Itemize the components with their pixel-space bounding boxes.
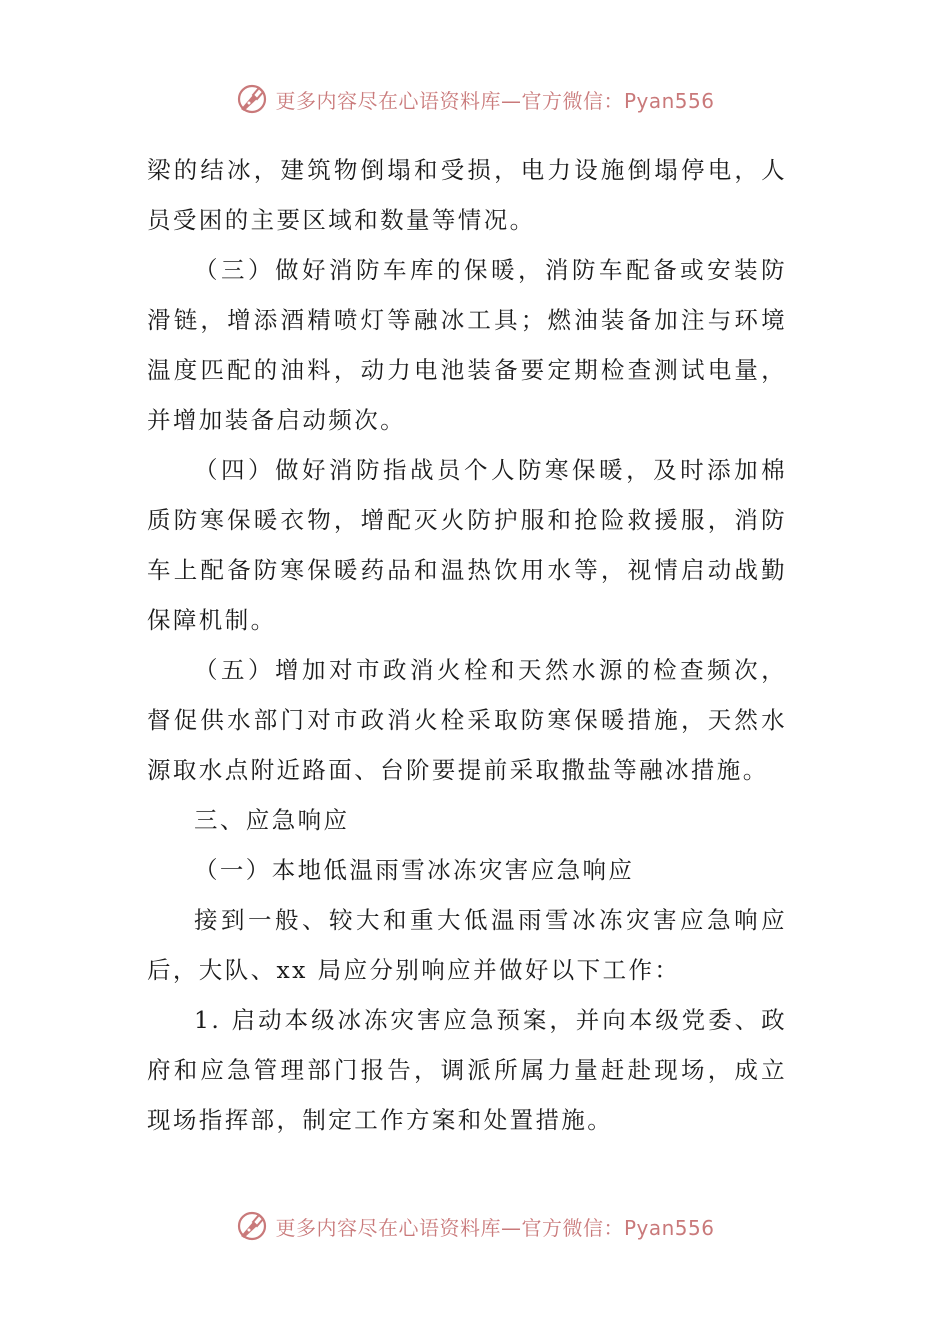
document-body (147, 145, 787, 1145)
paragraph-item-3: （三）做好消防车库的保暖，消防车配备或安装防滑链，增添酒精喷灯等融冰工具；燃油装备加注与环境温度匹配的油料，动力电池装备要定期检查测试电量，并增加装备启动频次。 (147, 256, 787, 434)
header-watermark (0, 82, 950, 116)
paragraph-item-5: （五）增加对市政消火栓和天然水源的检查频次，督促供水部门对市政消火栓采取防寒保暖措施，天然水源取水点附近路面、台阶要提前采取撒盐等融冰措施。 (147, 656, 787, 784)
footer-watermark (0, 1209, 950, 1243)
paragraph-response-intro: 接到一般、较大和重大低温雨雪冰冻灾害应急响应后，大队、xx 局应分别响应并做好以下工作： (147, 906, 787, 984)
subsection-heading-local-response: （一）本地低温雨雪冰冻灾害应急响应 (194, 856, 635, 884)
section-heading-emergency-response: 三、应急响应 (194, 806, 350, 834)
paragraph-step-1: 1. 启动本级冰冻灾害应急预案，并向本级党委、政府和应急管理部门报告，调派所属力量赶赴现场，成立现场指挥部，制定工作方案和处置措施。 (147, 1006, 787, 1134)
paragraph-item-4: （四）做好消防指战员个人防寒保暖，及时添加棉质防寒保暖衣物，增配灭火防护服和抢险救援服，消防车上配备防寒保暖药品和温热饮用水等，视情启动战勤保障机制。 (147, 456, 787, 634)
watermark-text: 更多内容尽在心语资料库—官方微信：Pyan556 (275, 88, 715, 113)
pen-nib-logo-icon (235, 82, 269, 116)
watermark-text: 更多内容尽在心语资料库—官方微信：Pyan556 (275, 1215, 715, 1240)
paragraph-continuation: 梁的结冰，建筑物倒塌和受损，电力设施倒塌停电，人员受困的主要区域和数量等情况。 (147, 156, 787, 234)
pen-nib-logo-icon (235, 1209, 269, 1243)
